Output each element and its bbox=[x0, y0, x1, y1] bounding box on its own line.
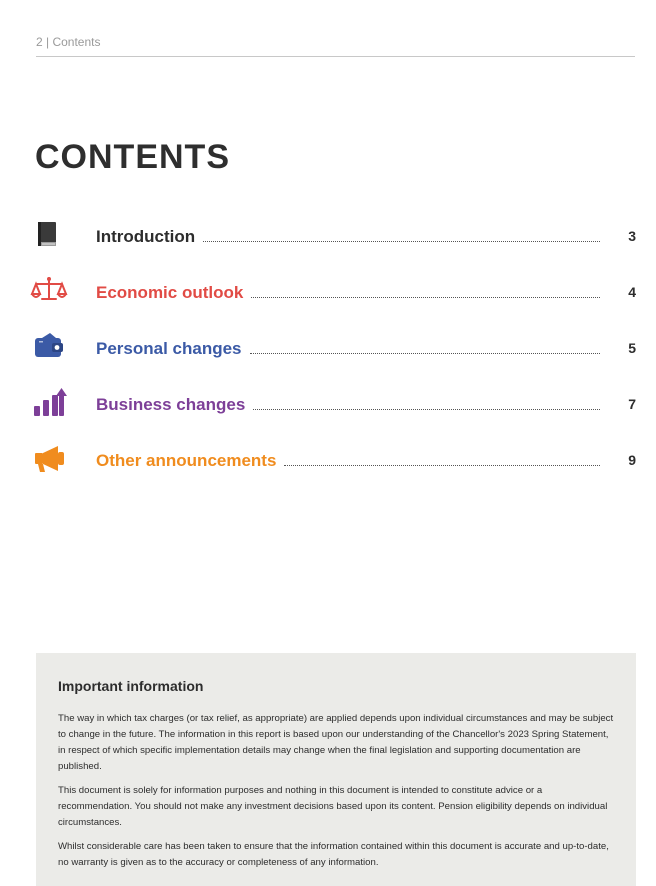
important-information-title: Important information bbox=[58, 678, 204, 694]
toc-item-other-announcements[interactable] bbox=[30, 442, 636, 478]
important-information-box bbox=[36, 653, 636, 886]
toc-item-business-changes[interactable] bbox=[30, 386, 636, 422]
toc-leader bbox=[251, 297, 600, 298]
toc-page-number: 3 bbox=[628, 228, 636, 244]
header-label: 2 | Contents bbox=[36, 35, 101, 49]
toc-leader bbox=[203, 241, 600, 242]
toc-page-number: 7 bbox=[628, 396, 636, 412]
toc-page-number: 4 bbox=[628, 284, 636, 300]
toc-label: Economic outlook bbox=[96, 283, 249, 303]
toc-label: Personal changes bbox=[96, 339, 248, 359]
toc-page-number: 9 bbox=[628, 452, 636, 468]
toc-leader bbox=[284, 465, 600, 466]
page-title: CONTENTS bbox=[35, 138, 230, 176]
bar-chart-icon bbox=[30, 386, 70, 422]
megaphone-icon bbox=[30, 442, 70, 478]
toc-item-personal-changes[interactable] bbox=[30, 330, 636, 366]
toc-label: Introduction bbox=[96, 227, 201, 247]
wallet-icon bbox=[30, 330, 70, 366]
info-paragraph: The way in which tax charges (or tax relief, as appropriate) are applied depends upon individual circumstances and may be subject to change in the future. The information in this report is based upon our understanding of the Chancellor's 2023 Spring Statement, in respect of which specific implementation details may change when the final legislation and supporting documentation are published. bbox=[58, 713, 614, 772]
info-paragraph: Whilst considerable care has been taken to ensure that the information contained within this document is accurate and up-to-date, no warranty is given as to the accuracy or completeness of any information. bbox=[58, 841, 609, 868]
header-rule bbox=[36, 56, 635, 57]
toc-leader bbox=[250, 353, 600, 354]
toc-leader bbox=[253, 409, 600, 410]
scales-icon bbox=[30, 274, 70, 310]
book-icon bbox=[30, 218, 70, 254]
toc-label: Other announcements bbox=[96, 451, 282, 471]
toc-label: Business changes bbox=[96, 395, 251, 415]
toc-item-introduction[interactable] bbox=[30, 218, 636, 254]
toc-item-economic-outlook[interactable] bbox=[30, 274, 636, 310]
info-paragraph: This document is solely for information purposes and nothing in this document is intended to constitute advice or a recommendation. You should not make any investment decisions based upon its content. Pension eligibility depends on individual circumstances. bbox=[58, 785, 608, 828]
toc-page-number: 5 bbox=[628, 340, 636, 356]
